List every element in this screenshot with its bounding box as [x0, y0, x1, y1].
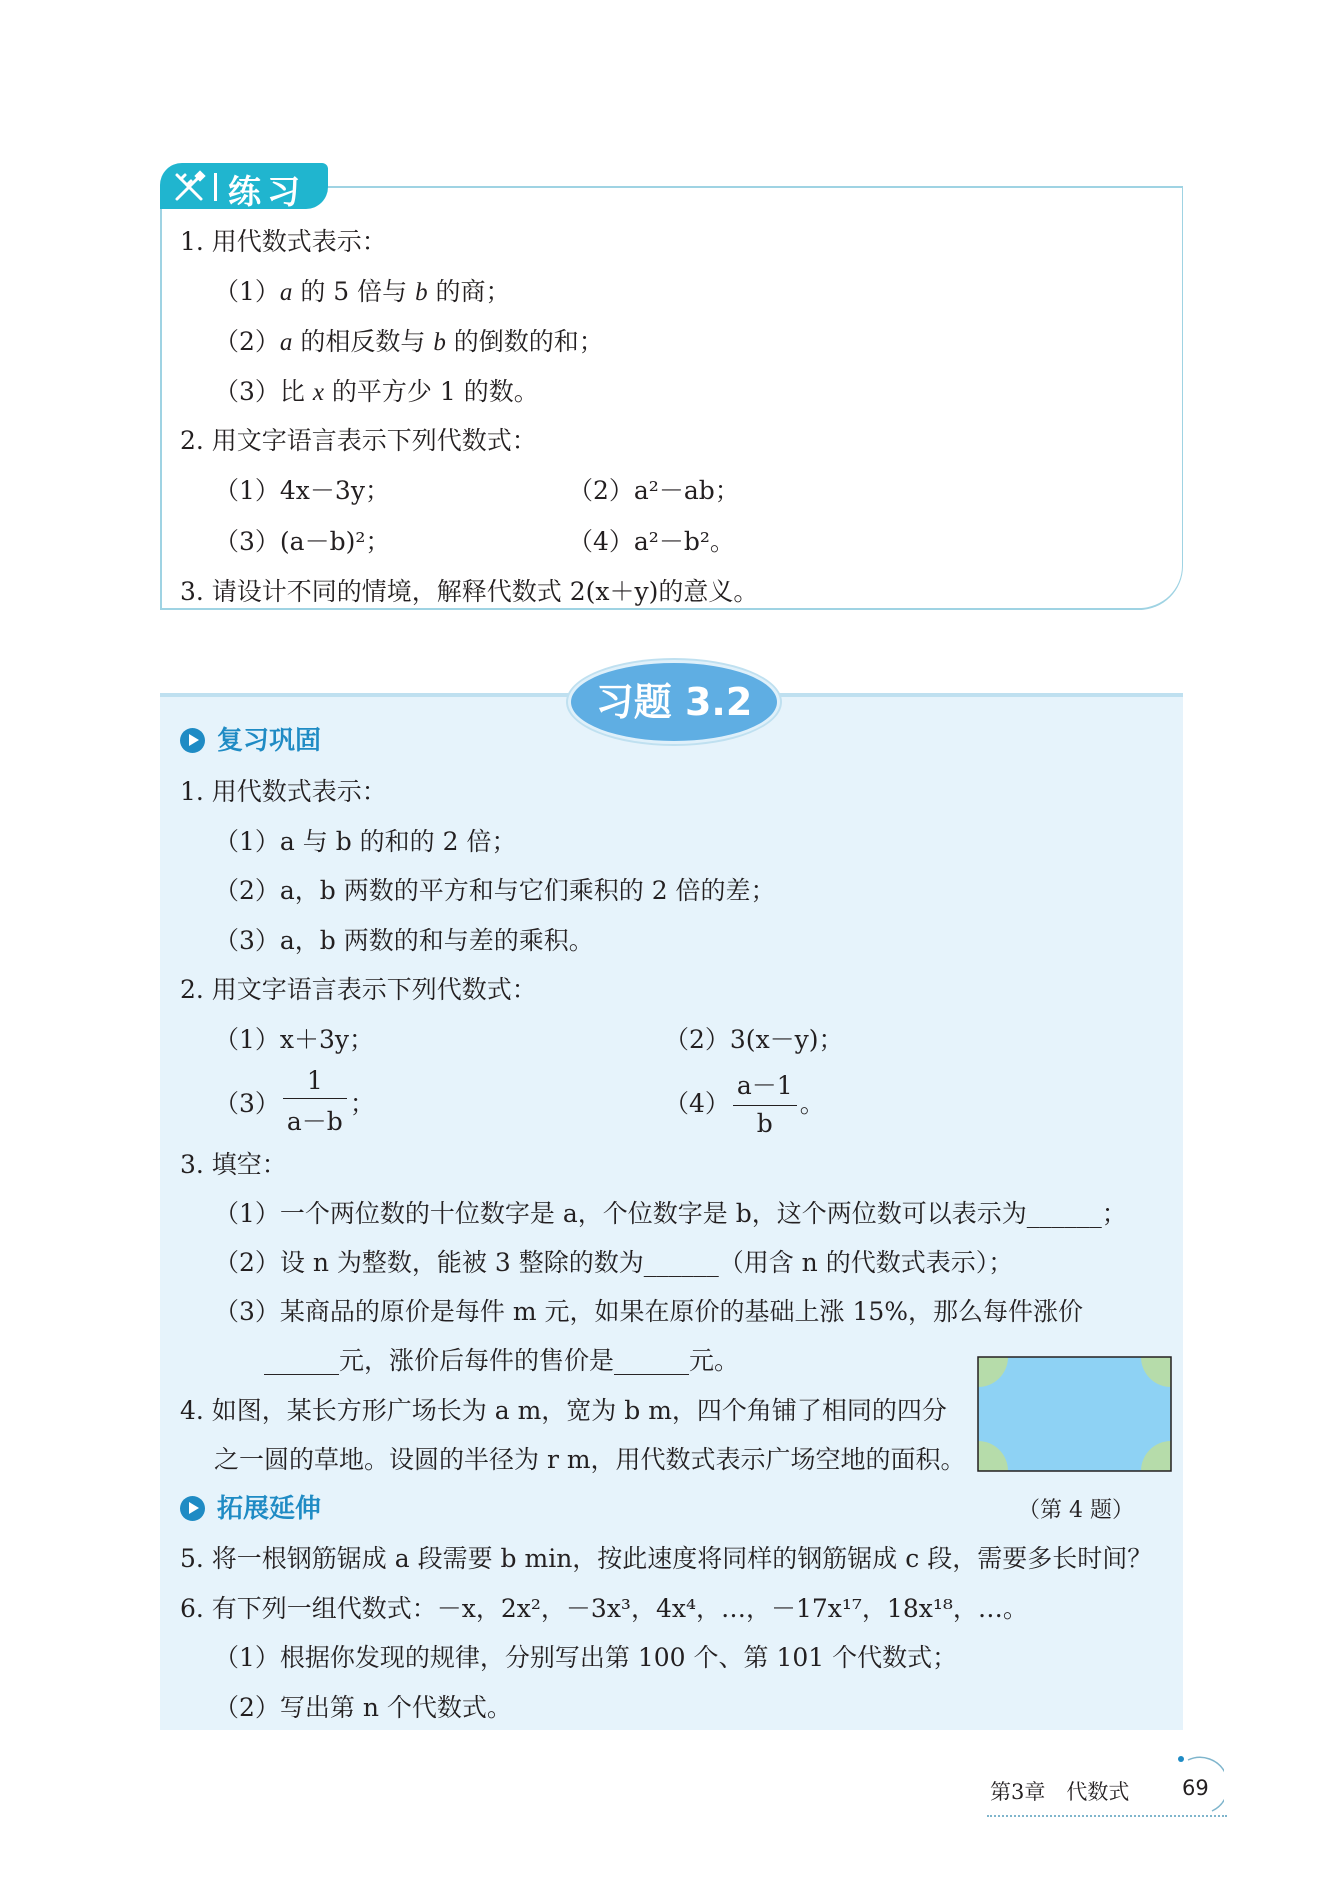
section-extension: 拓展延伸 — [180, 1488, 321, 1525]
practice-q2-1: （1）4x－3y； — [214, 476, 390, 505]
practice-q3: 3. 请设计不同的情境，解释代数式 2(x＋y)的意义。 — [180, 577, 759, 606]
homework-q2-1: （1）x＋3y； — [214, 1025, 375, 1054]
fraction-a-minus-1-over-b: $\frac{a-1}{b}$ — [733, 1066, 797, 1138]
practice-q2-2: （2）a²－ab； — [568, 476, 740, 505]
play-icon — [180, 1496, 205, 1521]
figure-caption: （第 4 题） — [1018, 1498, 1134, 1523]
plaza-figure — [977, 1356, 1172, 1472]
practice-q2-4: （4）a²－b²。 — [568, 527, 735, 556]
homework-q3-1: （1）一个两位数的十位数字是 a，个位数字是 b，这个两位数可以表示为______； — [214, 1199, 1127, 1228]
homework-q2-2: （2）3(x－y)； — [664, 1025, 844, 1054]
practice-title: 练习 — [228, 172, 306, 211]
practice-q1-3: （3）比 x 的平方少 1 的数。 — [214, 377, 539, 406]
practice-q1-2: （2）a 的相反数与 b 的倒数的和； — [214, 327, 604, 356]
homework-q6-1: （1）根据你发现的规律，分别写出第 100 个、第 101 个代数式； — [214, 1643, 958, 1672]
homework-q3: 3. 填空： — [180, 1150, 287, 1179]
homework-q1: 1. 用代数式表示： — [180, 777, 387, 806]
homework-q1-3: （3）a，b 两数的和与差的乘积。 — [214, 926, 594, 955]
homework-q2: 2. 用文字语言表示下列代数式： — [180, 975, 537, 1004]
practice-box-topline — [320, 186, 1183, 188]
page-arc-ornament — [1176, 1753, 1224, 1817]
homework-q1-2: （2）a，b 两数的平方和与它们乘积的 2 倍的差； — [214, 876, 776, 905]
practice-q1-1: （1）a 的 5 倍与 b 的商； — [214, 277, 511, 306]
homework-title: 习题 3.2 — [568, 660, 780, 744]
homework-q4-line1: 4. 如图，某长方形广场长为 a m，宽为 b m，四个角铺了相同的四分 — [180, 1396, 947, 1425]
practice-q1: 1. 用代数式表示： — [180, 227, 387, 256]
homework-q3-2: （2）设 n 为整数，能被 3 整除的数为______（用含 n 的代数式表示）； — [214, 1248, 1014, 1277]
practice-q2-3: （3）(a－b)²； — [214, 527, 391, 556]
homework-q6-2: （2）写出第 n 个代数式。 — [214, 1693, 512, 1722]
pencil-ruler-icon — [172, 170, 208, 210]
homework-q2-4: （4） $\frac{a-1}{b}$ 。 — [664, 1066, 825, 1138]
homework-q3-3a: （3）某商品的原价是每件 m 元，如果在原价的基础上涨 15%，那么每件涨价 — [214, 1297, 1084, 1326]
practice-tab — [160, 163, 328, 209]
homework-q1-1: （1）a 与 b 的和的 2 倍； — [214, 827, 517, 856]
homework-q2-3: （3） $\frac{1}{a-b}$ ； — [214, 1066, 375, 1136]
footer-dotted-rule — [987, 1815, 1227, 1817]
chapter-label: 第3章 代数式 — [990, 1780, 1130, 1804]
practice-q2: 2. 用文字语言表示下列代数式： — [180, 426, 537, 455]
fraction-1-over-a-minus-b: $\frac{1}{a-b}$ — [283, 1066, 347, 1138]
homework-q5: 5. 将一根钢筋锯成 a 段需要 b min，按此速度将同样的钢筋锯成 c 段，需要多长时间？ — [180, 1544, 1153, 1573]
homework-q6: 6. 有下列一组代数式：－x，2x²，－3x³，4x⁴，…，－17x¹⁷，18x¹⁸，…。 — [180, 1594, 1028, 1623]
homework-q3-3b: ______元，涨价后每件的售价是______元。 — [264, 1346, 740, 1375]
section-review: 复习巩固 — [180, 720, 321, 757]
play-icon — [180, 728, 205, 753]
homework-q4-line2: 之一圆的草地。设圆的半径为 r m，用代数式表示广场空地的面积。 — [214, 1445, 966, 1474]
practice-tab-divider — [214, 173, 217, 201]
page-number: 69 — [1182, 1776, 1209, 1800]
